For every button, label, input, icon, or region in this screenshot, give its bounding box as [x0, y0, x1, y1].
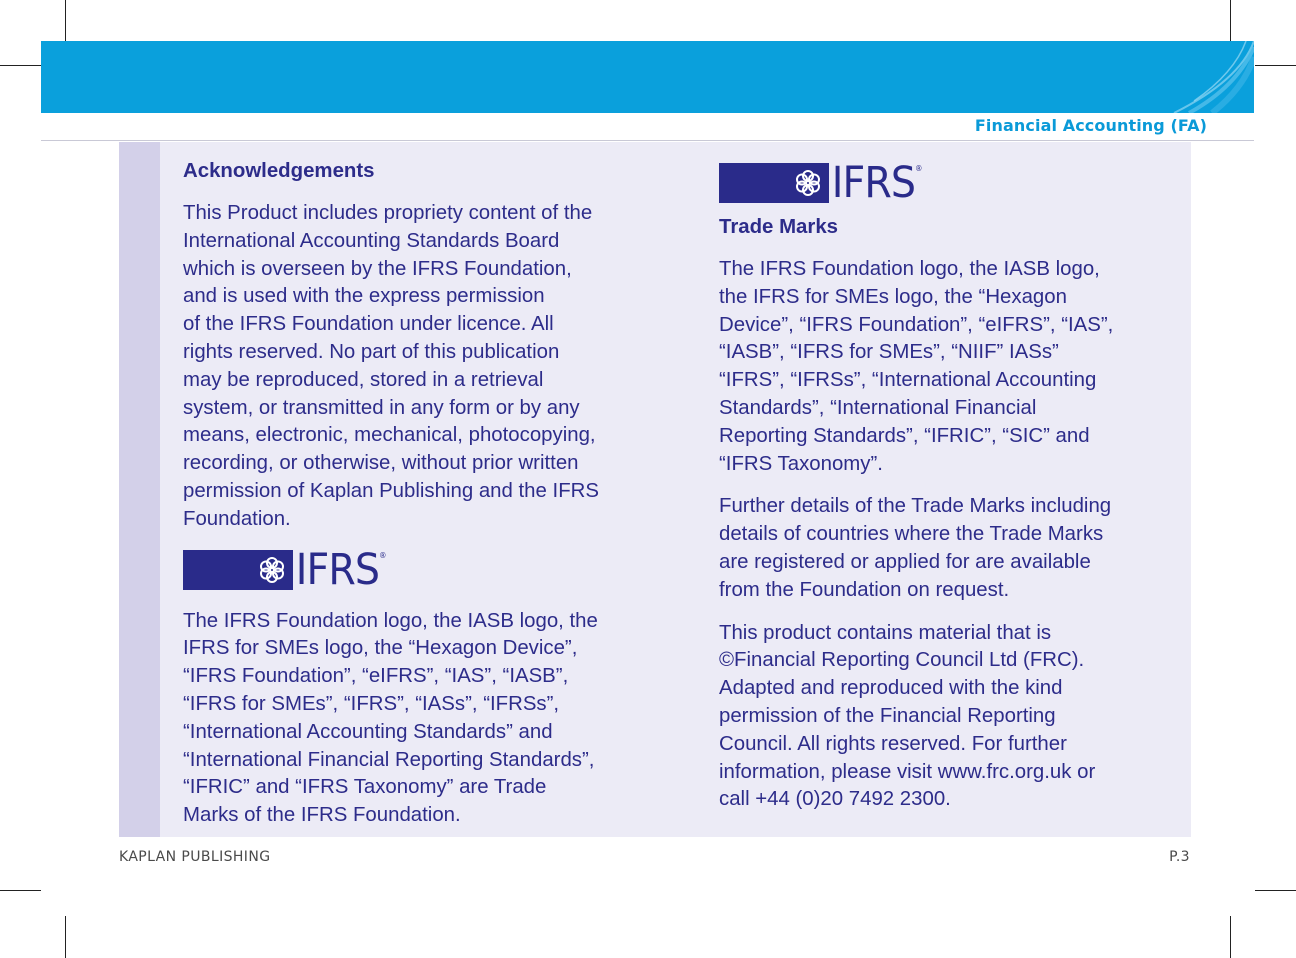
footer-page-number: P.3	[1169, 849, 1190, 865]
header-banner	[41, 41, 1254, 113]
crop-mark	[65, 0, 66, 41]
left-column	[183, 157, 653, 830]
logo-wordmark: IFRS®	[295, 544, 387, 595]
frc-paragraph: This product contains material that is ©Financial Reporting Council Ltd (FRC). Adapted and reproduced with the kind permission of the Financial Reporting Council. All rights reserved. For further information, please visit www.frc.org.uk or call +44 (0)20 7492 2300.	[719, 621, 1096, 811]
crop-mark	[0, 890, 41, 891]
crop-mark	[1230, 916, 1231, 958]
acknowledgements-heading: Acknowledgements	[183, 160, 375, 182]
crop-mark	[65, 916, 66, 958]
panel-side-strip	[119, 142, 160, 837]
trademarks-paragraph: The IFRS Foundation logo, the IASB logo, the IFRS for SMEs logo, the “Hexagon Device”, “IFRS Foundation”, “eIFRS”, “IAS”, “IASB”, “IFRS for SMEs”, “IFRS”, “IASs”, “IFRSs”, “International Accounting Standards” and “International Financial Reporting Standards”, “IFRIC” and “IFRS Taxonomy” are Trade Marks of the IFRS Foundation.	[183, 609, 598, 827]
ifrs-logo	[719, 158, 1169, 208]
header-title: Financial Accounting (FA)	[974, 116, 1207, 135]
footer-publisher: KAPLAN PUBLISHING	[119, 849, 271, 865]
swoosh-decoration	[1134, 41, 1254, 113]
logo-bar	[719, 163, 829, 203]
right-column	[719, 158, 1169, 814]
hexagon-flower-icon	[257, 555, 287, 585]
crop-mark	[1255, 65, 1296, 66]
further-details-paragraph: Further details of the Trade Marks including details of countries where the Trade Marks are registered or applied for are available from the Foundation on request.	[719, 495, 1112, 601]
crop-mark	[1255, 890, 1296, 891]
crop-mark	[1230, 0, 1231, 41]
ifrs-logo	[183, 544, 653, 595]
logo-bar	[183, 550, 293, 590]
logo-wordmark: IFRS®	[831, 158, 923, 208]
header-rule	[41, 140, 1254, 141]
acknowledgements-paragraph: This Product includes propriety content of the International Accounting Standards Board which is overseen by the IFRS Foundation, and is used with the express permission of the IFRS Foundation under licence. All rights reserved. No part of this publication may be reproduced, stored in a retrieval system, or transmitted in any form or by any means, electronic, mechanical, photocopying, recording, or otherwise, without prior written permission of Kaplan Publishing and the IFRS Foundation.	[183, 202, 599, 530]
trade-marks-paragraph: The IFRS Foundation logo, the IASB logo, the IFRS for SMEs logo, the “Hexagon Device”, “IFRS Foundation”, “eIFRS”, “IAS”, “IASB”, “IFRS for SMEs”, “NIIF” IASs” “IFRS”, “IFRSs”, “International Accounting Standards”, “International Financial Reporting Standards”, “IFRIC”, “SIC” and “IFRS Taxonomy”.	[719, 258, 1114, 475]
crop-mark	[0, 65, 41, 66]
hexagon-flower-icon	[793, 168, 823, 198]
trade-marks-heading: Trade Marks	[719, 216, 839, 238]
